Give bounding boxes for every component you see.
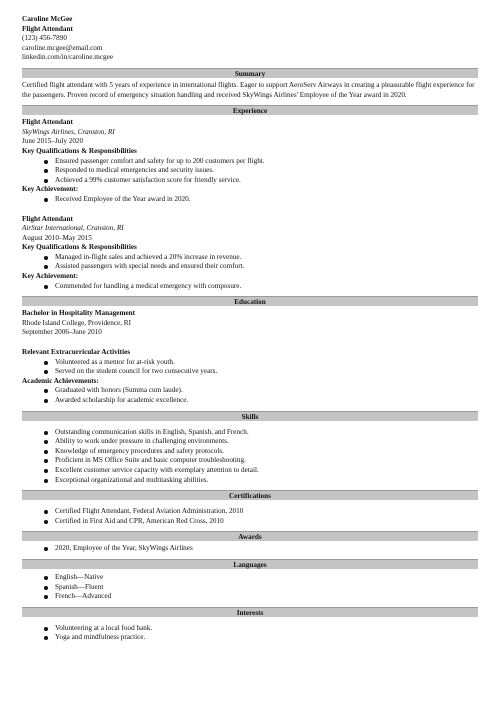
certifications-list [44,507,478,526]
certifications-heading: Certifications [22,490,478,500]
degree-text: Bachelor in Hospitality Management [22,309,136,318]
list-item: French—Advanced [44,592,478,602]
list-item: Volunteered as a mentor for at-risk youth. [44,358,478,368]
job-title: Flight Attendant [22,118,73,127]
experience-section [22,118,478,291]
list-item: Excellent customer service capacity with exemplary attention to detail. [44,466,478,476]
list-item: Received Employee of the Year award in 2020. [44,195,478,205]
languages-heading: Languages [22,559,478,569]
summary-heading: Summary [22,68,478,78]
list-item: Responded to medical emergencies and security issues. [44,166,478,176]
languages-list [44,573,478,602]
academic-list [44,386,478,405]
job-entry [22,215,478,292]
achievement-label: Key Achievement: [22,272,79,281]
list-item: Commended for handling a medical emergency with composure. [44,282,478,292]
job-dates: August 2010–May 2015 [22,233,92,242]
list-item: Spanish—Fluent [44,583,478,593]
achievement-label: Key Achievement: [22,185,79,194]
list-item: Proficient in MS Office Suite and basic computer troubleshooting. [44,456,478,466]
job-company: SkyWings Airlines, Cranston, RI [22,127,115,136]
interests-list [44,624,478,643]
list-item: Outstanding communication skills in English, Spanish, and French. [44,428,478,438]
list-item: Achieved a 99% customer satisfaction score for friendly service. [44,176,478,186]
qualifications-label: Key Qualifications & Responsibilities [22,146,137,155]
job-dates: June 2015–July 2020 [22,137,84,146]
candidate-name: Caroline McGee [22,15,73,23]
linkedin-text: linkedin.com/in/caroline.mcgee [22,53,114,62]
email-text: caroline.mcgee@email.com [22,43,103,52]
achievements-list [44,195,478,205]
awards-list [44,544,478,554]
duties-list [44,157,478,186]
list-item: Graduated with honors (Summa cum laude). [44,386,478,396]
list-item: Volunteering at a local food bank. [44,624,478,634]
job-entry [22,118,478,204]
awards-heading: Awards [22,531,478,541]
list-item: Ensured passenger comfort and safety for up to 200 customers per flight. [44,157,478,167]
activities-list [44,358,478,377]
activities-label: Relevant Extracurricular Activities [22,348,131,357]
list-item: English—Native [44,573,478,583]
experience-heading: Experience [22,105,478,115]
interests-heading: Interests [22,607,478,617]
education-section [22,309,478,405]
list-item: Exceptional organizational and multitasking abilities. [44,476,478,486]
list-item: Yoga and mindfulness practice. [44,633,478,643]
list-item: Ability to work under pressure in challenging environments. [44,437,478,447]
list-item: 2020, Employee of the Year, SkyWings Airlines [44,544,478,554]
academic-label: Academic Achievements: [22,376,99,385]
qualifications-label: Key Qualifications & Responsibilities [22,243,137,252]
school-text: Rhode Island College, Providence, RI [22,318,131,327]
summary-text: Certified flight attendant with 5 years of experience in international flights. Eager to support AeroServ Airways in creating a pleasurable flight experience for the passengers. Proven record of emergency situation handling and received SkyWings Airlines' Employee of the Year award in 2020. [22,80,475,99]
list-item: Assisted passengers with special needs and ensured their comfort. [44,262,478,272]
contact-header [22,15,478,63]
list-item: Awarded scholarship for academic excellence. [44,396,478,406]
job-title: Flight Attendant [22,214,73,223]
list-item: Served on the student council for two consecutive years. [44,367,478,377]
achievements-list [44,282,478,292]
duties-list [44,253,478,272]
education-heading: Education [22,296,478,306]
candidate-title: Flight Attendant [22,24,73,33]
phone-text: (123) 456-7890 [22,34,67,43]
list-item: Knowledge of emergency procedures and safety protocols. [44,447,478,457]
list-item: Certified in First Aid and CPR, American Red Cross, 2010 [44,517,478,527]
education-dates: September 2006–June 2010 [22,328,102,337]
list-item: Certified Flight Attendant, Federal Aviation Administration, 2010 [44,507,478,517]
list-item: Managed in-flight sales and achieved a 20% increase in revenue. [44,253,478,263]
skills-list [44,428,478,486]
skills-heading: Skills [22,411,478,421]
job-company: AirStar International, Cranston, RI [22,224,124,233]
